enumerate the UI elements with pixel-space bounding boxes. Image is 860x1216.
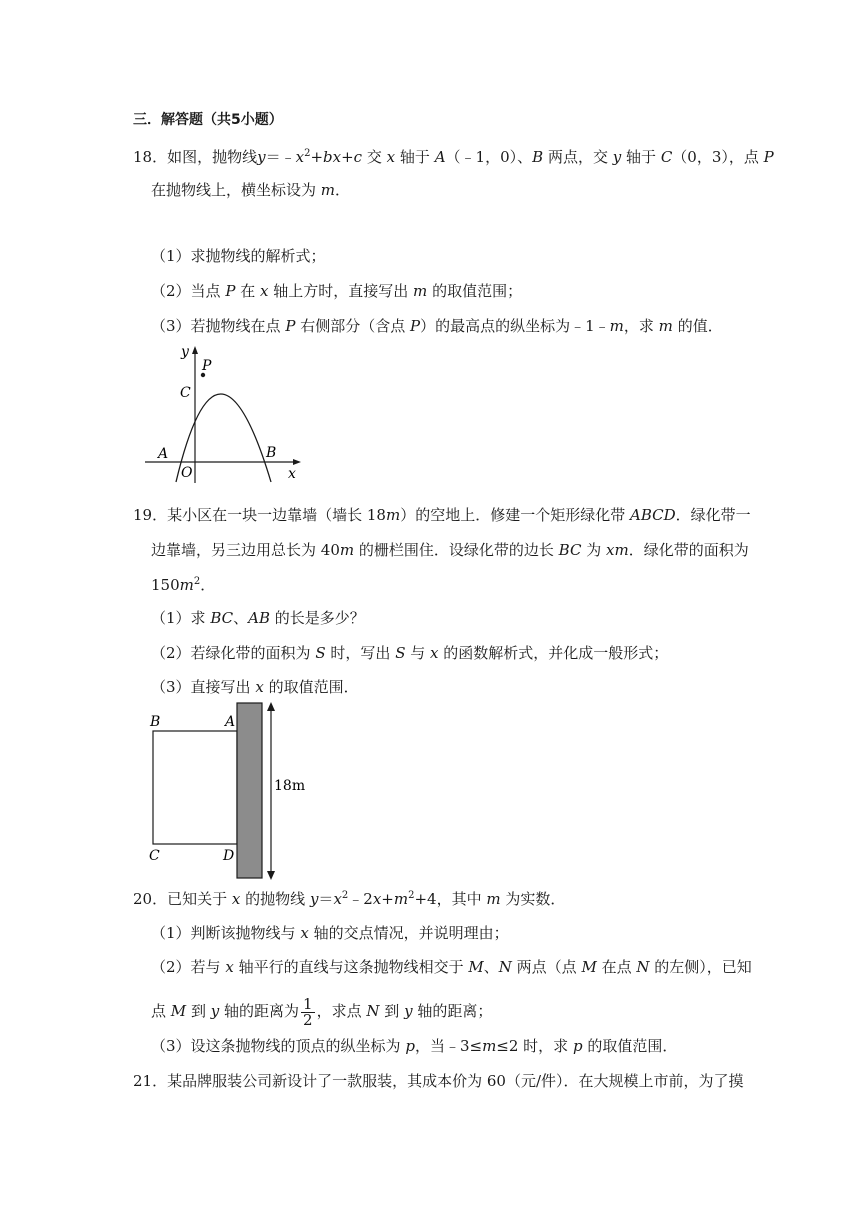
question-20-part3: （3）设这条抛物线的顶点的纵坐标为 p，当﹣3≤m≤2 时，求 p 的取值范围． (151, 1037, 678, 1055)
question-21-stem: 21．某品牌服装公司新设计了一款服装，其成本价为 60（元/件）．在大规模上市前，为了摸 (133, 1072, 744, 1090)
question-19-line1: 19．某小区在一块一边靠墙（墙长 18m）的空地上．修建一个矩形绿化带 ABCD．绿化带一 (133, 506, 751, 524)
question-number: 20． (133, 890, 168, 908)
question-19-line2: 边靠墙，另三边用总长为 40m 的栅栏围住．设绿化带的边长 BC 为 xm．绿化带的面积为 (151, 541, 749, 559)
question-18-part1: （1）求抛物线的解析式； (151, 247, 326, 265)
question-19-part1: （1）求 BC、AB 的长是多少？ (151, 609, 365, 627)
fraction-one-half: $\frac{1}{2}$ (303, 994, 313, 1029)
y-axis-arrow (192, 346, 198, 354)
label-a: A (225, 714, 236, 730)
section-title: 三．解答题（共5小题） (133, 112, 283, 128)
dimension-arrow-bottom (267, 871, 275, 880)
question-20-part2-line1: （2）若与 x 轴平行的直线与这条抛物线相交于 M、N 两点（点 M 在点 N 的左侧），已知 (151, 958, 752, 976)
label-d: D (223, 848, 235, 864)
label-c: C (149, 848, 160, 864)
question-19-part2: （2）若绿化带的面积为 S 时，写出 S 与 x 的函数解析式，并化成一般形式； (151, 644, 669, 662)
x-axis-arrow (293, 459, 301, 465)
rectangle-wall-figure (145, 700, 310, 882)
parabola-figure (145, 338, 310, 486)
wall (237, 703, 262, 878)
question-number: 19． (133, 506, 168, 524)
question-18-part2: （2）当点 P 在 x 轴上方时，直接写出 m 的取值范围； (151, 282, 523, 300)
dimension-arrow-top (267, 702, 275, 711)
label-o: O (181, 465, 193, 481)
question-number: 21． (133, 1072, 168, 1090)
question-18-stem-line2: 在抛物线上，横坐标设为 m． (151, 181, 351, 199)
question-20-stem: 20．已知关于 x 的抛物线 $y=x^2﹣2x+m^2+4$，其中 m 为实数． (133, 890, 566, 908)
label-x: x (288, 466, 296, 482)
question-19-part3: （3）直接写出 x 的取值范围． (151, 678, 359, 696)
question-20-part2-line2: 点 M 到 y 轴的距离为 $\frac{1}{2}$ ，求点 N 到 y 轴的距离； (151, 994, 493, 1029)
label-p: P (202, 358, 212, 374)
label-b: B (150, 714, 161, 730)
green-belt-rectangle (153, 731, 237, 844)
question-18-stem-line1: 18．如图，抛物线$y=﹣x^2+bx+c$ 交 x 轴于 A（﹣1，0）、B 两点，交 y 轴于 C（0，3），点 P (133, 148, 774, 166)
question-19-line3: $150m^2$． (151, 576, 216, 594)
label-y: y (181, 344, 189, 360)
wall-length-label: 18m (274, 778, 306, 794)
question-number: 18． (133, 148, 168, 166)
question-18-part3: （3）若抛物线在点 P 右侧部分（含点 P）的最高点的纵坐标为﹣1﹣m，求 m 的值． (151, 317, 723, 335)
label-a: A (158, 446, 169, 462)
label-c: C (180, 385, 191, 401)
label-b: B (266, 445, 277, 461)
question-20-part1: （1）判断该抛物线与 x 轴的交点情况，并说明理由； (151, 924, 509, 942)
